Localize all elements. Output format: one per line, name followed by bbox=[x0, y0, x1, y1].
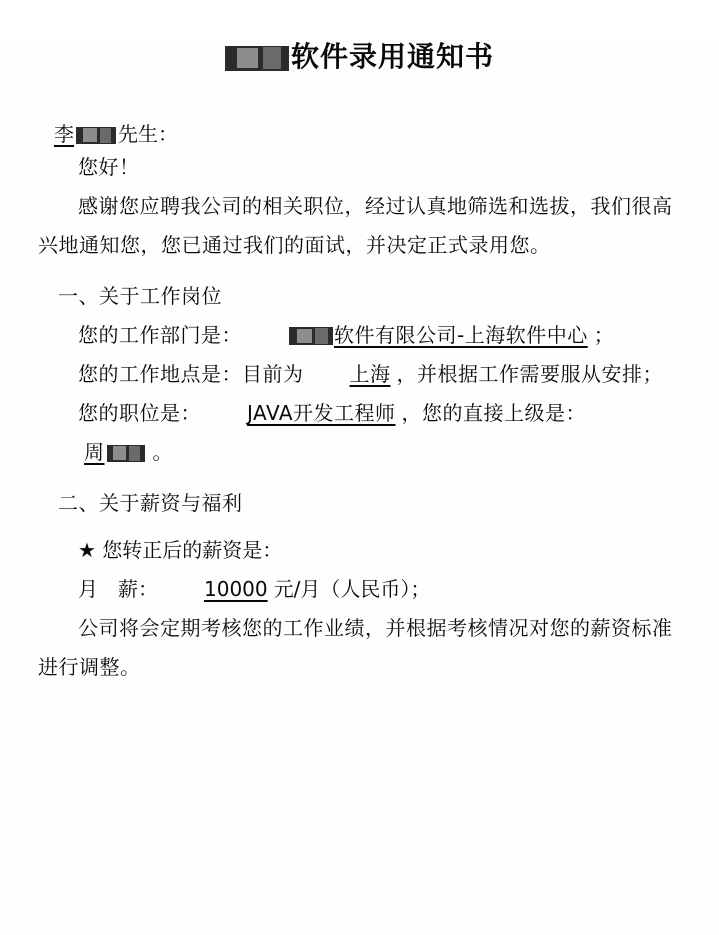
salary-star-line: ★ 您转正后的薪资是： bbox=[78, 537, 283, 562]
department-suffix: ； bbox=[593, 322, 615, 347]
redacted-company-name-title bbox=[225, 46, 289, 71]
monthly-salary-label: 月 薪： bbox=[78, 576, 158, 601]
redacted-company-name-department bbox=[289, 327, 333, 345]
section-heading-job: 一、关于工作岗位 bbox=[58, 283, 222, 308]
greeting: 您好！ bbox=[78, 154, 140, 179]
supervisor-value bbox=[38, 433, 153, 472]
monthly-salary-amount: 10000 bbox=[204, 576, 268, 601]
worksite-label: 您的工作地点是：目前为 bbox=[78, 361, 304, 386]
position-suffix: ，您的直接上级是： bbox=[401, 400, 587, 425]
page-title bbox=[38, 40, 681, 74]
document-page bbox=[0, 40, 719, 935]
position-value: JAVA开发工程师 bbox=[247, 400, 396, 425]
page-title-text: 软件录用通知书 bbox=[290, 40, 494, 73]
redacted-supervisor-name bbox=[107, 445, 145, 462]
department-value: 软件有限公司-上海软件中心 bbox=[334, 322, 588, 347]
section-heading-salary: 二、关于薪资与福利 bbox=[58, 490, 243, 515]
department-label: 您的工作部门是： bbox=[78, 322, 242, 347]
salutation bbox=[54, 120, 681, 148]
supervisor-suffix: 。 bbox=[152, 439, 173, 464]
worksite-suffix: ，并根据工作需要服从安排； bbox=[396, 361, 663, 386]
salary-review-note: 公司将会定期考核您的工作业绩，并根据考核情况对您的薪资标准进行调整。 bbox=[38, 615, 673, 679]
salutation-surname: 李 bbox=[54, 121, 74, 146]
worksite-line bbox=[38, 355, 681, 394]
monthly-salary-line bbox=[38, 570, 681, 609]
position-label: 您的职位是： bbox=[78, 400, 201, 425]
redacted-recipient-name bbox=[76, 127, 116, 144]
position-line bbox=[38, 394, 681, 472]
department-line bbox=[38, 316, 681, 355]
supervisor-surname: 周 bbox=[84, 439, 105, 464]
monthly-salary-unit: 元/月（人民币）； bbox=[273, 576, 431, 601]
intro-paragraph: 感谢您应聘我公司的相关职位，经过认真地筛选和选拔，我们很高兴地通知您，您已通过我们的面试，并决定正式录用您。 bbox=[38, 193, 673, 257]
salutation-honorific: 先生： bbox=[118, 121, 178, 146]
worksite-value: 上海 bbox=[349, 361, 391, 386]
